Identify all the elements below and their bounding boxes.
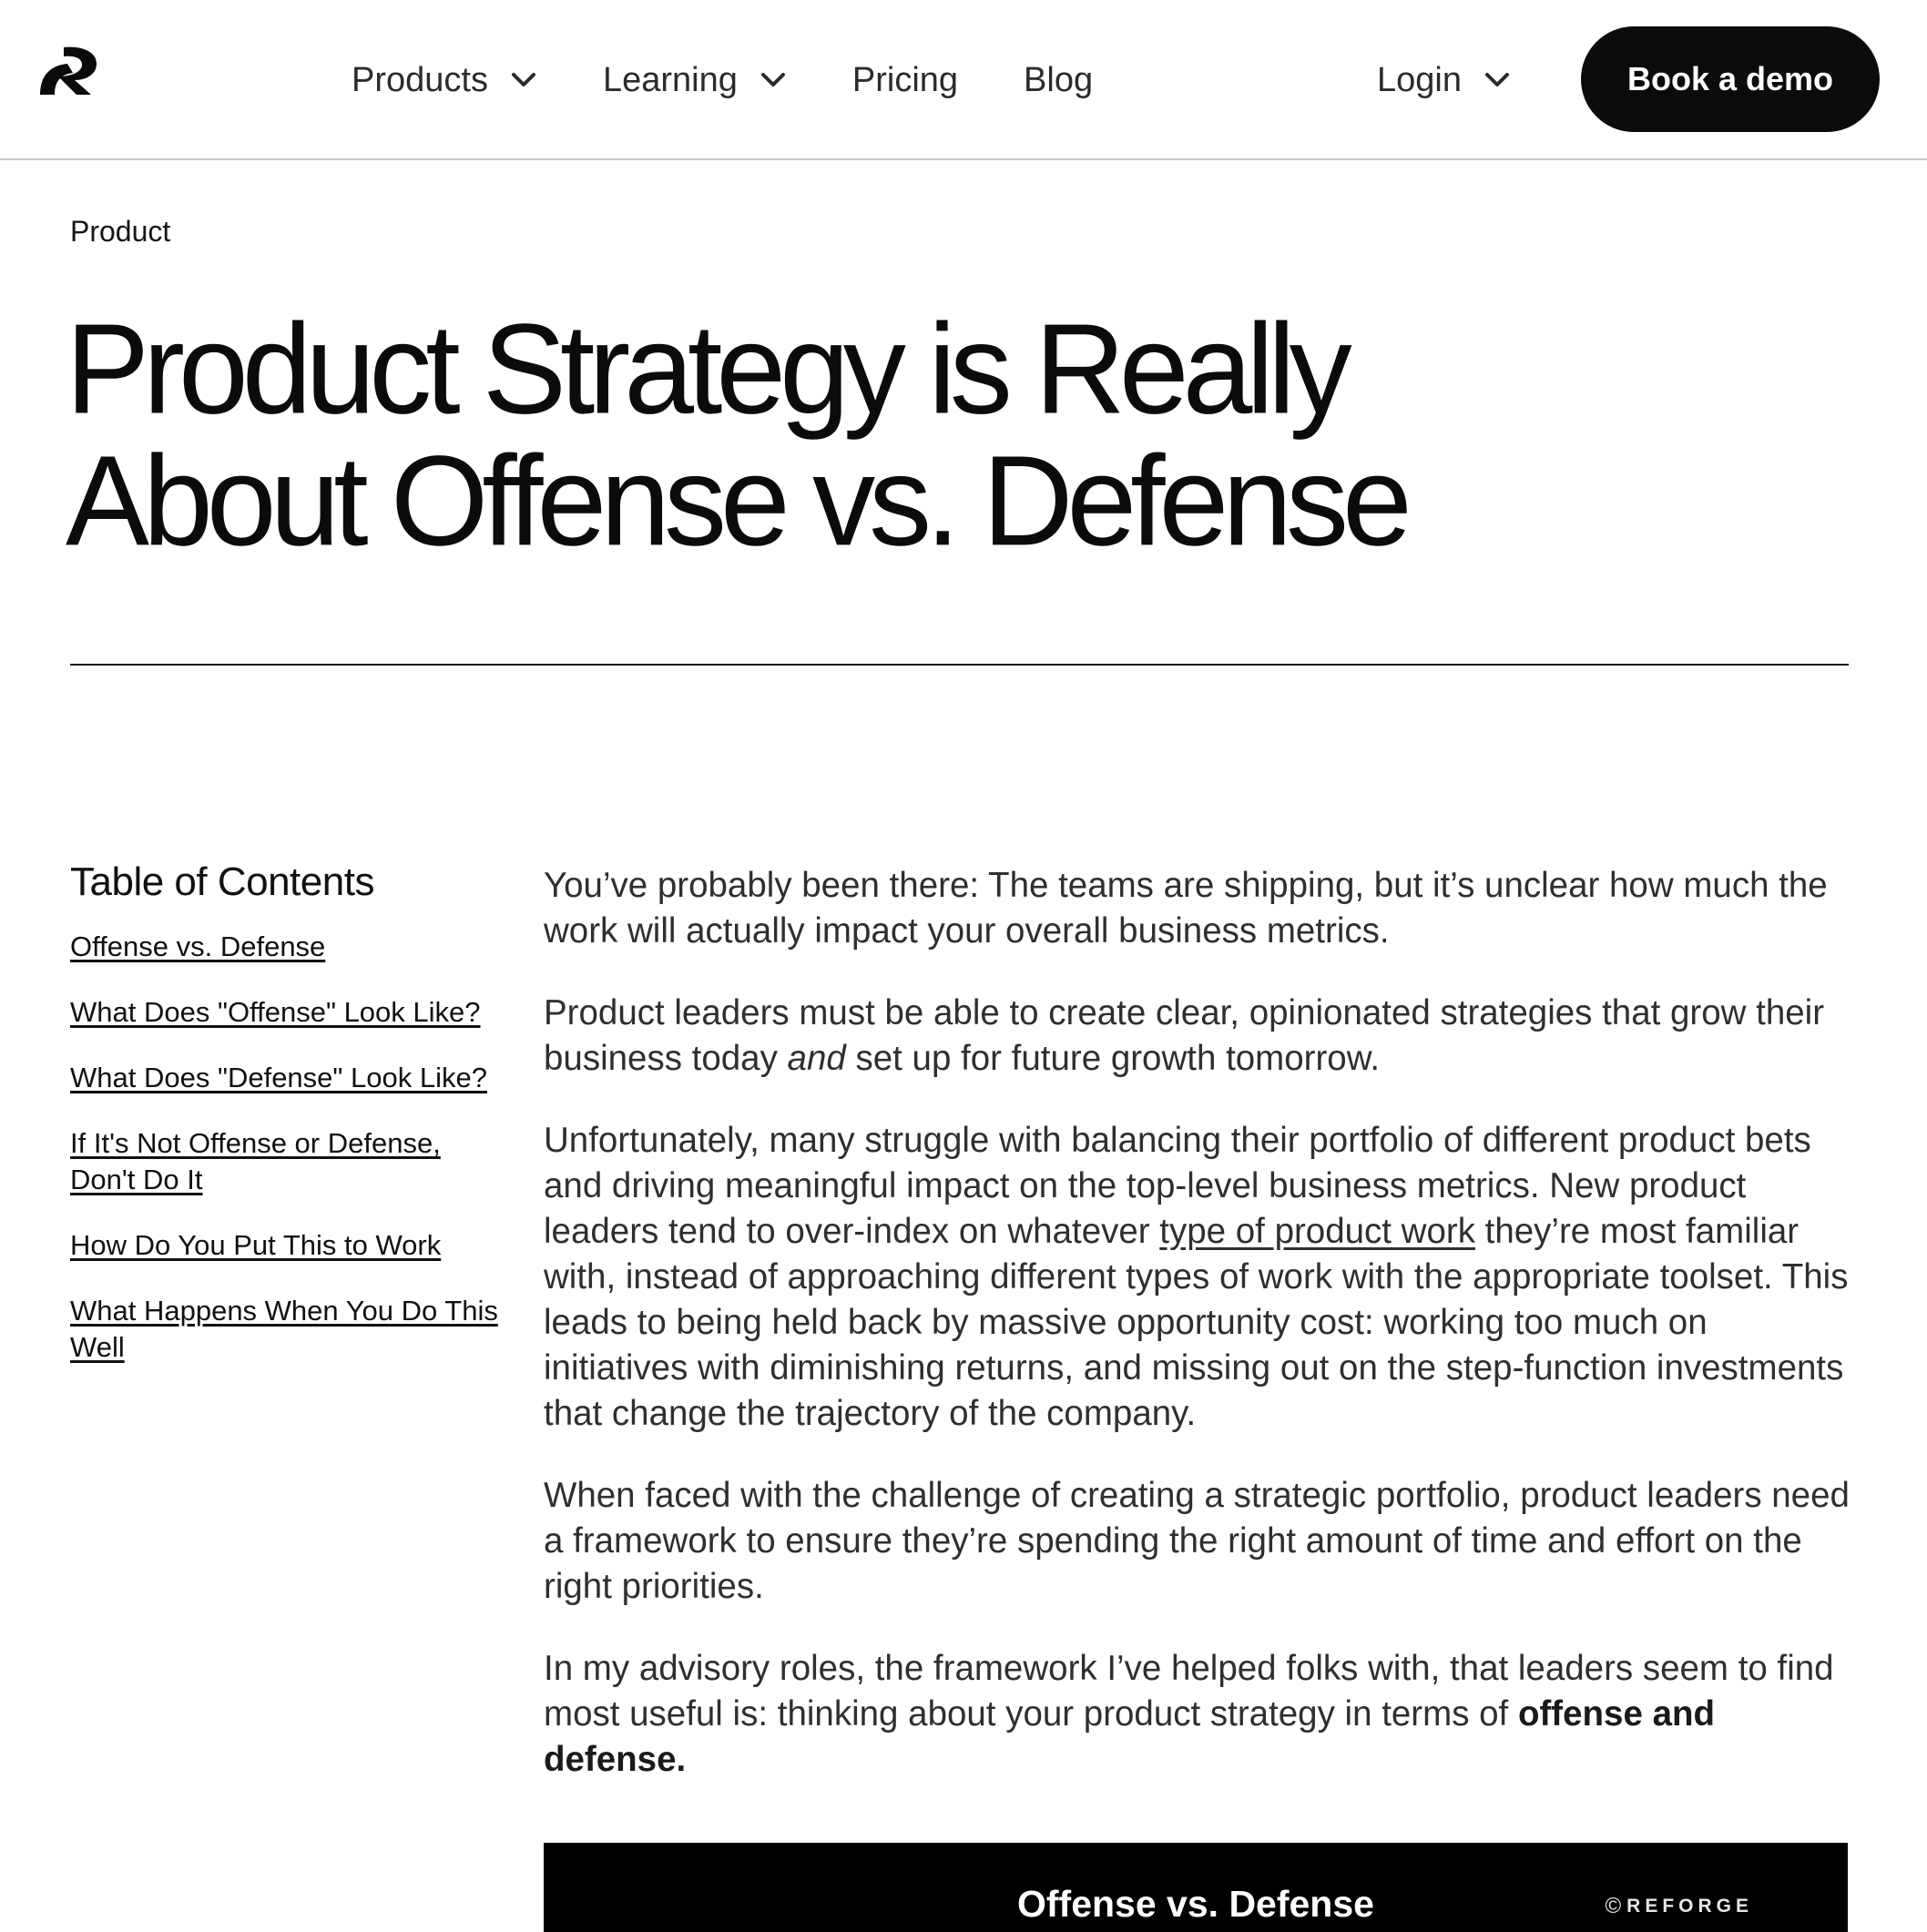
article-paragraph: You’ve probably been there: The teams are shipping, but it’s unclear how much the work will actually impact your overall business metrics. — [544, 866, 1828, 951]
type-of-product-work-link[interactable]: type of product work — [1159, 1212, 1475, 1251]
article-figure — [544, 1843, 1848, 1932]
article-paragraph: When faced with the challenge of creating a strategic portfolio, product leaders need a framework to ensure they’re spending the right amount of time and effort on the right priorities. — [544, 1476, 1850, 1606]
book-demo-button[interactable]: Book a demo — [1581, 26, 1880, 132]
page-title-line-2: About Offense vs. Defense — [66, 429, 1406, 573]
nav-products[interactable] — [352, 61, 537, 100]
reforge-watermark — [1605, 1894, 1753, 1919]
toc-link-do-this-well[interactable]: What Happens When You Do This Well — [70, 1295, 498, 1363]
bold-text: offense and defense. — [544, 1694, 1716, 1779]
nav-blog[interactable] — [1024, 61, 1093, 100]
article-paragraph: Unfortunately, many struggle with balancing their portfolio of different product bets and driving meaningful impact on the top-level business metrics. New product leaders tend to over-index on whatever type of product work they’re most familiar with, instead of approaching different types of work with the appropriate toolset. This leads to being held back by massive opportunity cost: working too much on initiatives with diminishing returns, and missing out on the step-function investments that change the trajectory of the company. — [544, 1121, 1849, 1433]
login-menu[interactable] — [1377, 53, 1511, 107]
article-paragraph: In my advisory roles, the framework I’ve helped folks with, that leaders seem to find most useful is: thinking about your product strategy in terms of offense and defense. — [544, 1649, 1834, 1779]
table-of-contents — [70, 859, 498, 1395]
article-paragraph: Product leaders must be able to create clear, opinionated strategies that grow their business today and set up for future growth tomorrow. — [544, 993, 1825, 1078]
toc-link-dont-do-it[interactable]: If It's Not Offense or Defense, Don't Do It — [70, 1127, 441, 1195]
category-label[interactable]: Product — [70, 215, 171, 248]
nav-learning[interactable] — [603, 61, 787, 100]
login-label: Login — [1377, 60, 1462, 99]
nav-products-label: Products — [352, 60, 488, 99]
chevron-down-icon — [1483, 71, 1511, 89]
reforge-logo-icon[interactable] — [36, 46, 102, 97]
brand-text: REFORGE — [1626, 1896, 1753, 1917]
article-body — [544, 863, 1855, 1819]
chevron-down-icon — [510, 71, 537, 89]
copyright-icon: © — [1605, 1894, 1622, 1918]
nav-blog-label: Blog — [1024, 60, 1094, 99]
chevron-down-icon — [760, 71, 787, 89]
toc-link-offense-look[interactable]: What Does "Offense" Look Like? — [70, 996, 481, 1028]
toc-link-put-to-work[interactable]: How Do You Put This to Work — [70, 1229, 442, 1261]
page-title — [66, 298, 1614, 573]
toc-heading: Table of Contents — [70, 859, 374, 904]
nav-pricing-label: Pricing — [851, 60, 959, 99]
figure-title: Offense vs. Defense — [1017, 1883, 1374, 1925]
emphasis-text: and — [787, 1039, 846, 1078]
site-header — [0, 0, 1927, 160]
toc-link-defense-look[interactable]: What Does "Defense" Look Like? — [70, 1062, 487, 1093]
title-divider — [70, 664, 1849, 666]
main-nav — [352, 53, 1158, 107]
nav-learning-label: Learning — [602, 60, 738, 99]
page-title-line-1: Product Strategy is Really — [66, 298, 1346, 442]
toc-link-offense-vs-defense[interactable]: Offense vs. Defense — [70, 930, 326, 962]
nav-pricing[interactable] — [852, 61, 958, 100]
